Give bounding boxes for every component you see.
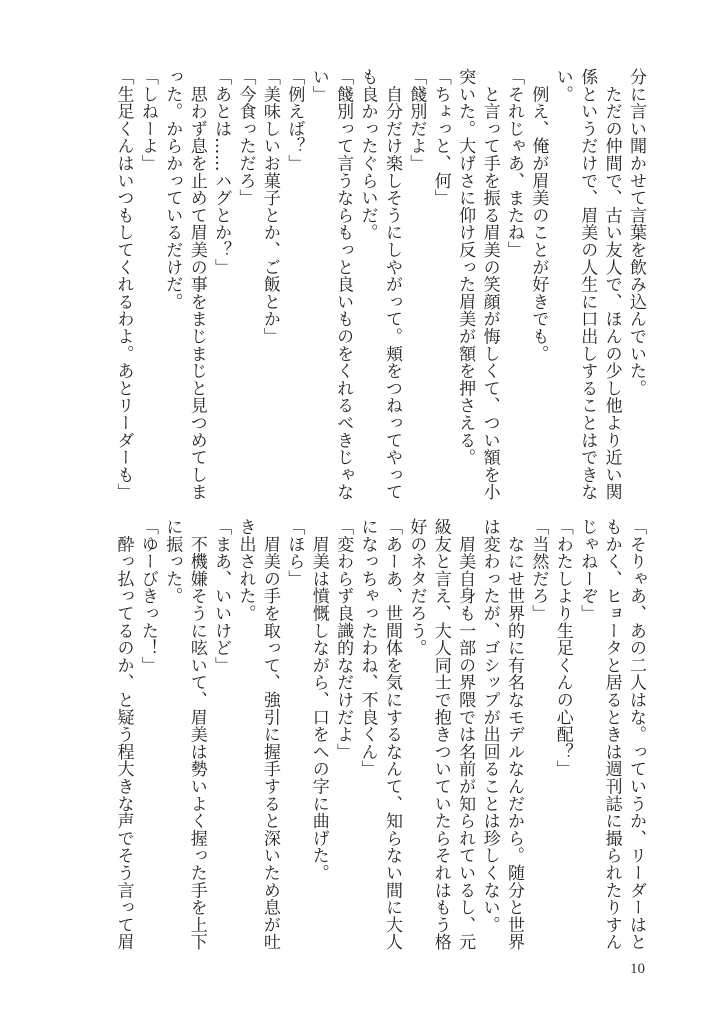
text-line: も良かったぐらいだ。: [357, 68, 378, 241]
text-line: 分に言い聞かせて言葉を飲み込んでいた。: [626, 68, 646, 397]
text-line: 「それじゃあ、またね」: [503, 68, 524, 259]
page-number: 10: [630, 961, 645, 977]
text-line: 突いた。大げさに仰け反った眉美が額を押さえる。: [455, 68, 476, 466]
text-line: 「今食っただろ」: [235, 68, 256, 207]
text-line: もかく、ヒョータと居るときは週刊誌に撮られたりすん: [601, 518, 622, 951]
text-line: 「生足くんはいつもしてくれるわよ。あとリーダーも」: [113, 68, 134, 501]
text-block-top: [111, 68, 648, 501]
text-line: 級友と言え、大人同士で抱きついていたらそれはもう格: [430, 518, 451, 951]
text-line: ただの仲間で、古い友人で、ほんの少し他より近い関: [601, 68, 622, 501]
text-line: 「まあ、いいけど」: [211, 518, 232, 674]
text-line: 「ほら」: [284, 518, 305, 588]
text-line: は変わったが、ゴシップが出回ることは珍しくない。: [479, 518, 500, 934]
text-line: 「例えば？」: [284, 68, 305, 172]
text-line: なにせ世界的に有名なモデルなんだから。随分と世界: [503, 518, 524, 951]
text-line: 眉美の手を取って、強引に握手すると深いため息が吐: [259, 518, 280, 951]
text-line: 「美味しいお菓子とか、ご飯とか」: [259, 68, 280, 345]
text-line: 好のネタだろう。: [406, 518, 427, 657]
text-line: 「しねーよ」: [137, 68, 158, 172]
text-line: 「餞別だよ」: [406, 68, 427, 172]
text-line: 「変わらず良識的なだけだよ」: [333, 518, 354, 761]
text-line: 「あーあ、世間体を気にするなんて、知らない間に大人: [381, 518, 402, 951]
text-line: い。: [552, 68, 573, 103]
text-line: じゃねーぞ」: [577, 518, 598, 622]
text-line: 不機嫌そうに呟いて、眉美は勢いよく握った手を上下: [186, 518, 207, 951]
text-line: き出された。: [235, 518, 256, 622]
text-line: 例え、俺が眉美のことが好きでも。: [528, 68, 549, 363]
text-line: 「当然だろ」: [528, 518, 549, 622]
text-line: い」: [308, 68, 329, 103]
text-line: 「ゆーびきった！」: [137, 518, 158, 674]
text-line: になっちゃったわね、不良くん」: [357, 518, 378, 778]
text-line: 「わたしより生足くんの心配？」: [552, 518, 573, 778]
text-line: 「ちょっと、何」: [430, 68, 451, 207]
text-line: 眉美自身も一部の界隈では名前が知られているし、元: [455, 518, 476, 951]
text-line: 眉美は憤慨しながら、口をへの字に曲げた。: [308, 518, 329, 882]
text-line: 自分だけ楽しそうにしやがって。頬をつねってやって: [381, 68, 402, 501]
text-line: 「あとは……ハグとか？」: [211, 68, 232, 276]
text-line: に振った。: [162, 518, 183, 605]
text-line: 思わず息を止めて眉美の事をまじまじと見つめてしま: [186, 68, 207, 501]
text-block-bottom: [111, 518, 648, 951]
text-line: 「餞別って言うならもっと良いものをくれるべきじゃな: [333, 68, 354, 501]
text-line: 酔っ払ってるのか、と疑う程大きな声でそう言って眉: [113, 518, 134, 951]
text-line: 「そりゃあ、あの二人はな。っていうか、リーダーはと: [626, 518, 646, 951]
text-line: 係というだけで、眉美の人生に口出しすることはできな: [577, 68, 598, 501]
text-line: と言って手を振る眉美の笑顔が悔しくて、つい額を小: [479, 68, 500, 501]
text-line: った。からかっているだけだ。: [162, 68, 183, 311]
